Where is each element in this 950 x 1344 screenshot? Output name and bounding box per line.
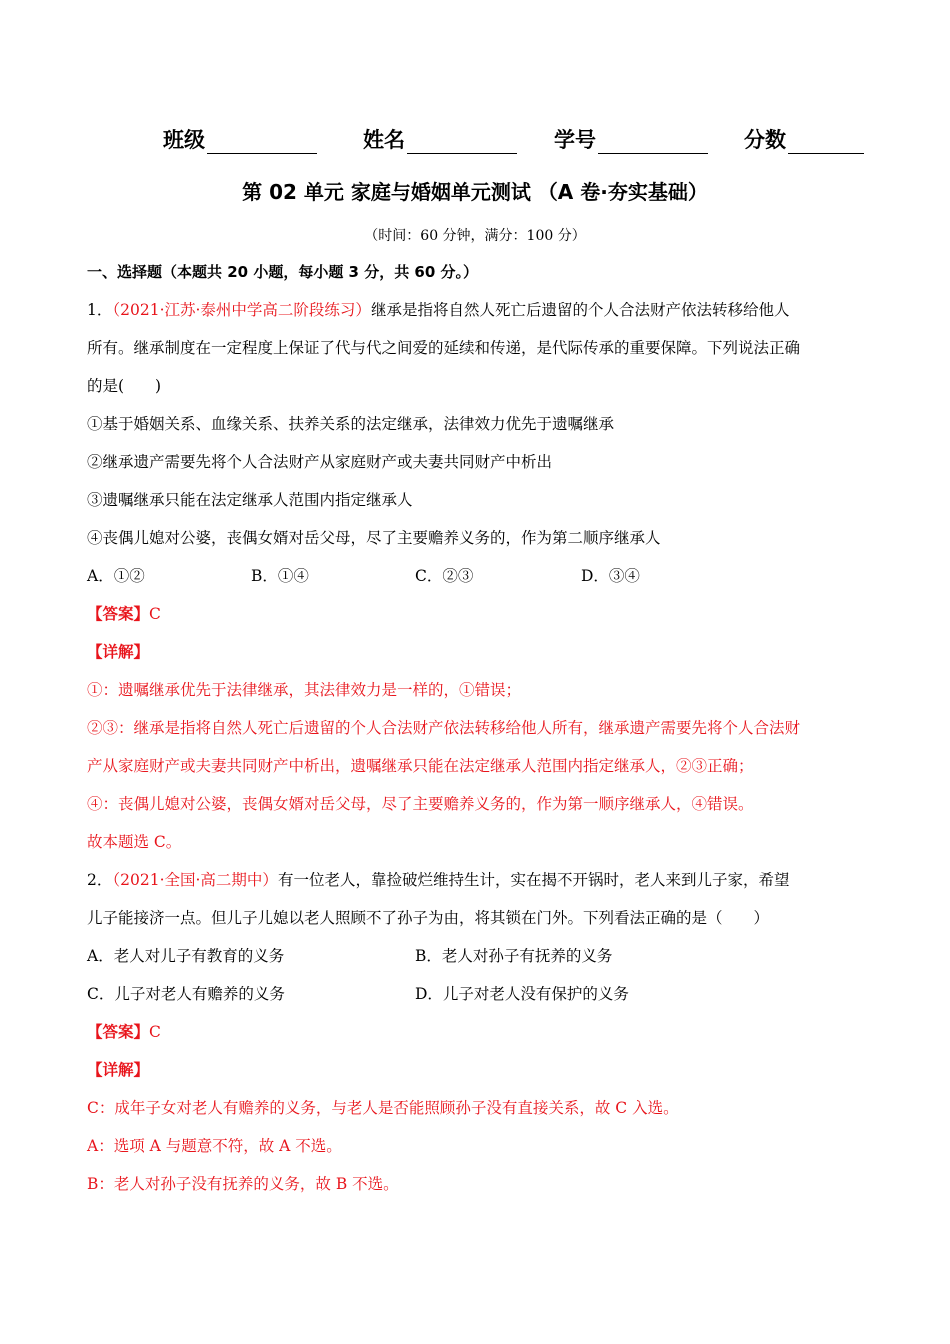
q2-detail-1: C：成年子女对老人有赡养的义务，与老人是否能照顾孙子没有直接关系，故 C 入选。: [87, 1099, 679, 1117]
page-subtitle: （时间：60 分钟，满分：100 分）: [364, 228, 586, 244]
q1-option-a: A．①②: [87, 567, 145, 585]
q1-detail-2: ②③：继承是指将自然人死亡后遗留的个人合法财产依法转移给他人所有，继承遗产需要先将个人合法财: [87, 719, 801, 737]
q1-item-1: ①基于婚姻关系、血缘关系、扶养关系的法定继承，法律效力优先于遗嘱继承: [87, 415, 615, 433]
q2-answer-value: C: [149, 1023, 161, 1041]
q1-number: 1．: [87, 301, 113, 319]
q2-option-a: A．老人对儿子有教育的义务: [87, 947, 285, 965]
q1-option-d: D．③④: [581, 567, 640, 585]
q2-answer-label: 【答案】: [87, 1023, 150, 1041]
q2-number: 2．: [87, 871, 113, 889]
q2-detail-label: 【详解】: [87, 1061, 150, 1079]
q1-stem-text: 继承是指将自然人死亡后遗留的个人合法财产依法转移给他人: [370, 301, 790, 319]
student-id-blank: [598, 129, 708, 154]
q2-option-b: B．老人对孙子有抚养的义务: [415, 947, 613, 965]
q2-detail-3: B：老人对孙子没有抚养的义务，故 B 不选。: [87, 1175, 399, 1193]
q2-option-d: D．儿子对老人没有保护的义务: [415, 985, 629, 1003]
q2-stem-text: 有一位老人，靠捡破烂维持生计，实在揭不开锅时，老人来到儿子家，希望: [277, 871, 790, 889]
score-label: 分数: [744, 128, 786, 152]
q1-option-b: B．①④: [251, 567, 309, 585]
q2-detail-2: A：选项 A 与题意不符，故 A 不选。: [87, 1137, 342, 1155]
q1-answer-value: C: [149, 605, 161, 623]
q1-detail-label: 【详解】: [87, 643, 150, 661]
q1-detail-1: ①：遗嘱继承优先于法律继承，其法律效力是一样的，①错误；: [87, 681, 522, 699]
q1-stem-line-1: [87, 299, 877, 321]
q1-option-c: C．②③: [415, 567, 474, 585]
student-id-field: [554, 124, 708, 154]
q1-item-4: ④丧偶儿媳对公婆，丧偶女婿对岳父母，尽了主要赡养义务的，作为第二顺序继承人: [87, 529, 661, 547]
student-info-row: [0, 124, 950, 158]
name-label: 姓名: [363, 128, 405, 152]
q1-detail-4: ④：丧偶儿媳对公婆，丧偶女婿对岳父母，尽了主要赡养义务的，作为第一顺序继承人，④错误。: [87, 795, 754, 813]
q1-answer-label: 【答案】: [87, 605, 150, 623]
score-field: [744, 124, 864, 154]
q2-stem-line-2: 儿子能接济一点。但儿子儿媳以老人照顾不了孙子为由，将其锁在门外。下列看法正确的是（ ）: [87, 909, 770, 927]
q1-stem-line-3: 的是( ): [87, 377, 162, 395]
class-blank: [207, 129, 317, 154]
class-label: 班级: [163, 128, 205, 152]
q1-answer: [87, 603, 877, 625]
q2-answer: [87, 1021, 877, 1043]
q1-item-3: ③遗嘱继承只能在法定继承人范围内指定继承人: [87, 491, 413, 509]
class-field: [163, 124, 317, 154]
q1-conclusion: 故本题选 C。: [87, 833, 182, 851]
page-title: 第 02 单元 家庭与婚姻单元测试 （A 卷·夯实基础）: [242, 180, 708, 204]
student-id-label: 学号: [554, 128, 596, 152]
q2-option-c: C．儿子对老人有赡养的义务: [87, 985, 285, 1003]
name-blank: [407, 129, 517, 154]
q2-source: （2021·全国·高二期中）: [112, 871, 278, 889]
name-field: [363, 124, 517, 154]
section-heading: 一、选择题（本题共 20 小题，每小题 3 分，共 60 分。）: [87, 263, 479, 281]
q1-detail-3: 产从家庭财产或夫妻共同财产中析出，遗嘱继承只能在法定继承人范围内指定继承人，②③正确；: [87, 757, 754, 775]
q1-source: （2021·江苏·泰州中学高二阶段练习）: [112, 301, 371, 319]
q1-item-2: ②继承遗产需要先将个人合法财产从家庭财产或夫妻共同财产中析出: [87, 453, 553, 471]
q2-stem-line-1: [87, 869, 877, 891]
q1-stem-line-2: 所有。继承制度在一定程度上保证了代与代之间爱的延续和传递，是代际传承的重要保障。下列说法正确: [87, 339, 801, 357]
score-blank: [788, 129, 864, 154]
